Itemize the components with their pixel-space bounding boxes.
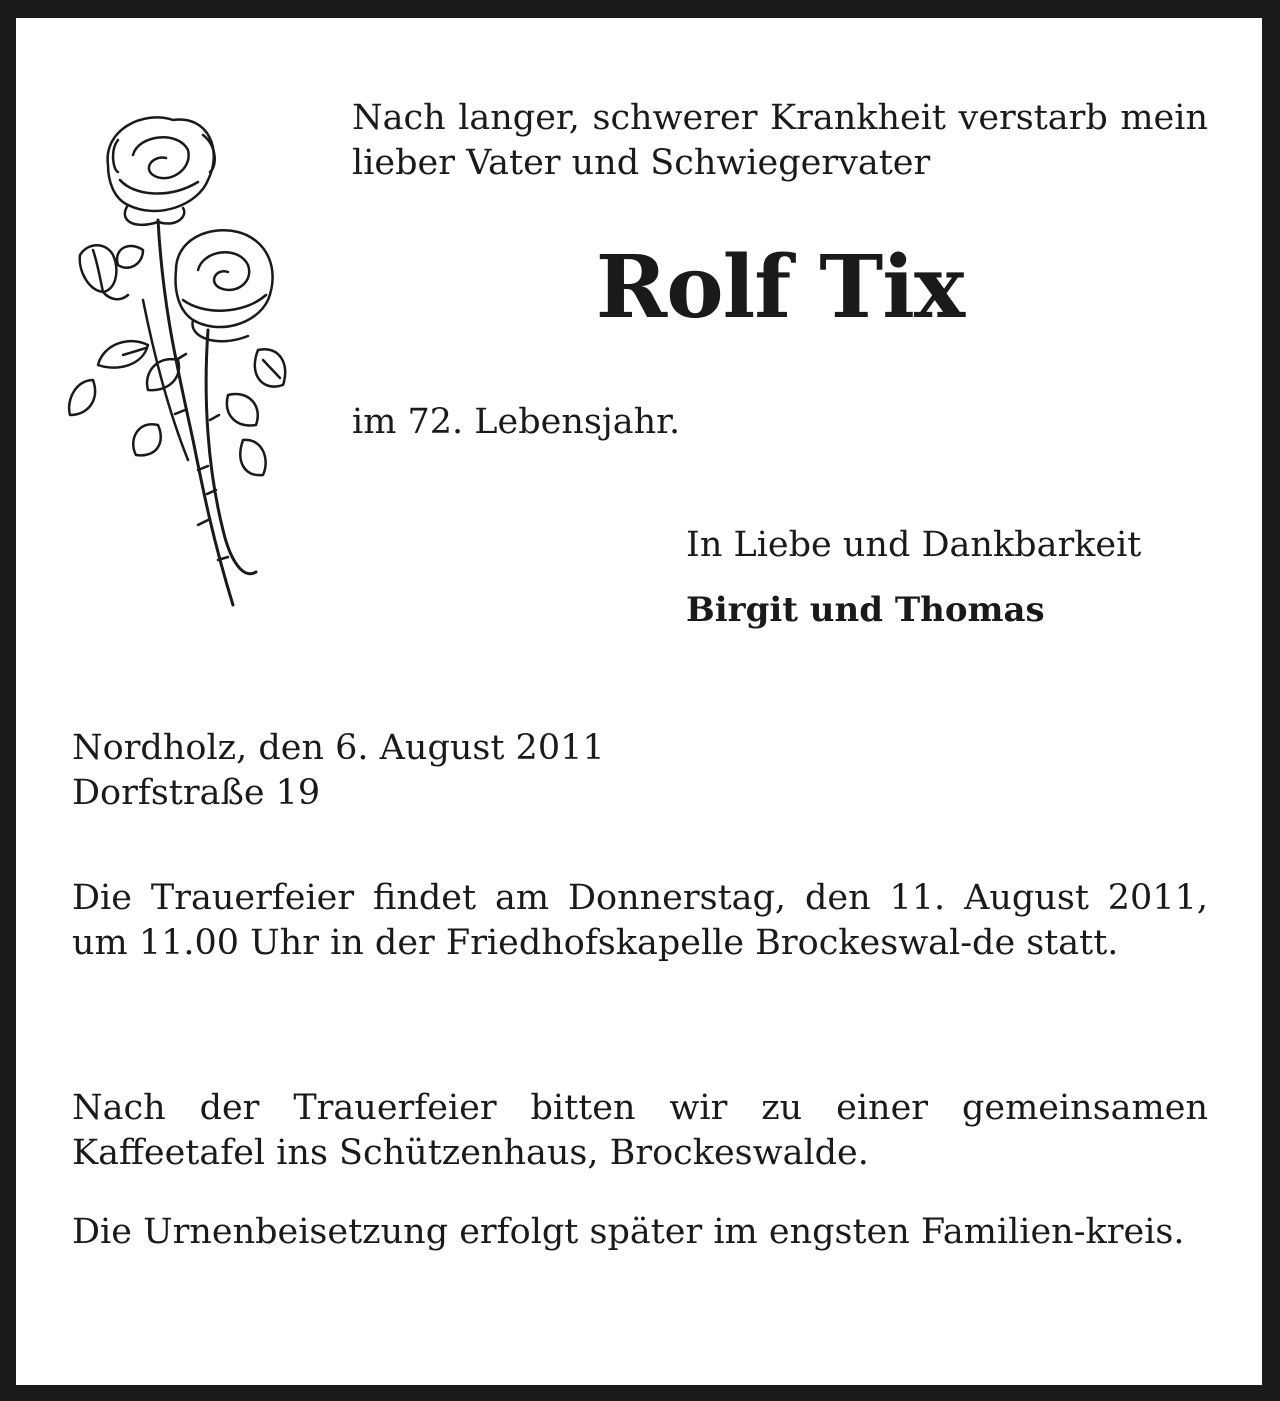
funeral-service-paragraph: Die Trauerfeier findet am Donnerstag, den 11. August 2011, um 11.00 Uhr in der Friedhofskapelle Brockeswal-de statt. xyxy=(72,878,1208,963)
street-address: Dorfstraße 19 xyxy=(72,773,321,813)
family-names: Birgit und Thomas xyxy=(686,590,1045,630)
rose-icon xyxy=(58,110,298,620)
closing-text: In Liebe und Dankbarkeit xyxy=(686,525,1142,565)
intro-text: Nach langer, schwerer Krankheit verstarb mein lieber Vater und Schwiegervater xyxy=(352,98,1208,183)
age-text: im 72. Lebensjahr. xyxy=(352,402,681,442)
deceased-name: Rolf Tix xyxy=(595,237,965,338)
coffee-paragraph: Nach der Trauerfeier bitten wir zu einer gemeinsamen Kaffeetafel ins Schützenhaus, Brockeswalde. xyxy=(72,1088,1208,1173)
urn-burial-paragraph: Die Urnenbeisetzung erfolgt später im engsten Familien-kreis. xyxy=(72,1212,1185,1252)
place-date: Nordholz, den 6. August 2011 xyxy=(72,728,605,768)
